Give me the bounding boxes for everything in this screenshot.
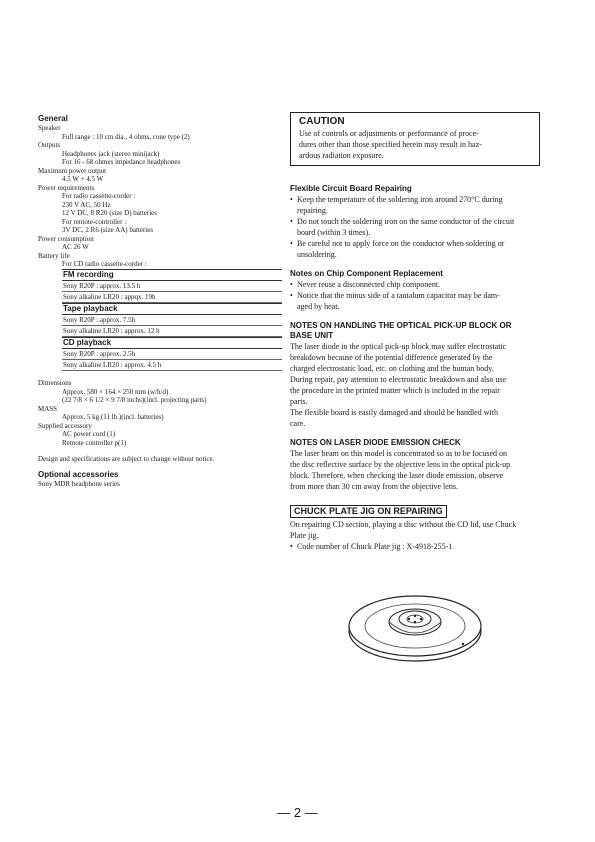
bullet-icon: • [290,542,293,551]
caution-line-1: Use of controls or adjustments or performance of proce- [299,129,479,138]
battery-sub-label: For CD radio cassette-corder : [62,260,147,268]
bullet-icon: • [290,280,293,289]
list-item [290,279,540,290]
speaker-label: Speaker [38,124,61,132]
chip-component-heading: Notes on Chip Component Replacement [290,269,443,278]
specifications-column [38,114,278,488]
optional-accessories-value: Sony MDR headphone series [38,479,120,488]
list-item [290,238,540,260]
power-req-line-1: For radio cassette-corder : [62,192,136,200]
mass-label: MASS [38,404,58,413]
supplied-accessory-label: Supplied accessory [38,421,92,430]
optical-pickup-heading-line-1: NOTES ON HANDLING THE OPTICAL PICK-UP BLOCK OR [290,321,512,330]
pickup-line-6: parts. [290,397,308,406]
jig-line-1: On repairing CD section, playing a disc without the CD lid, use Chuck [290,520,517,529]
dimensions-line-2: (22 7/8 × 6 1/2 × 9 7/8 inchs)(incl. projecting parts) [62,396,207,404]
chuck-plate-jig-text [290,519,540,552]
fm-lr20-row: Sony alkaline LR20 : appqx. 19h [62,292,282,303]
laser-diode-heading: NOTES ON LASER DIODE EMISSION CHECK [290,438,461,447]
mass-value: Approx. 5 kg (11 lb.)(incl. batteries) [62,413,164,421]
jig-code-number: Code number of Chuck Plate jig : X-4918-255-1 [297,542,453,551]
power-consumption-value: AC 26 W [62,243,89,251]
fcb-b1-line-2: repairing. [297,206,328,215]
bullet-icon: • [290,239,293,248]
bullet-icon: • [290,195,293,204]
accessory-2: Remote controller p(1) [62,438,127,447]
optical-pickup-text [290,341,540,429]
jig-line-2: Plate jig. [290,531,319,540]
list-item [290,216,540,238]
caution-text [299,128,533,161]
cd-playback-heading: CD playback [62,337,282,349]
pickup-line-3: charged electrostatic load, etc. on clothing and the human body. [290,364,494,373]
power-requirements-label: Power requirements [38,183,95,192]
dimensions-line-1: Approx. 580 × 164 × 250 mm (w/h/d) [62,387,169,396]
bullet-icon: • [290,217,293,226]
cd-r20p-row: Sony R20P : approx. 2.5h [62,349,282,360]
laser-diode-text [290,448,540,492]
accessory-1: AC power cord (1) [62,430,116,438]
tape-lr20-row: Sony alkaline LR20 : approx. 12 h [62,326,282,337]
optical-pickup-heading [290,321,540,341]
chuck-plate-jig-illustration [345,586,485,666]
chip-component-bullets [290,279,540,312]
list-item [290,194,540,216]
laser-line-3: block. Therefore, when checking the laser diode emission, observe [290,471,504,480]
tape-r20p-row: Sony R20P : approx. 7.5h [62,315,282,326]
pickup-line-8: care. [290,419,306,428]
battery-life-table [62,260,282,371]
power-req-line-3: 12 V DC, 8 R20 (size D) batteries [62,209,158,217]
chip-b2-line-2: aged by heat. [297,302,340,311]
caution-title: CAUTION [299,116,345,127]
dimensions-label: Dimensions [38,379,72,387]
page-number: — 2 — [277,805,318,820]
optional-accessories-heading: Optional accessories [38,469,119,479]
fcb-b1-line-1: Keep the temperature of the soldering iron around 270°C during [297,195,503,204]
general-heading: General [38,114,68,123]
speaker-value: Full range : 10 cm dia., 4 ohms, cone type (2) [62,132,190,141]
cd-lr20-row: Sony alkaline LR20 : approx. 4.5 h [62,360,282,371]
pickup-line-5: the procedure in the printed matter which is included in the repair [290,386,500,395]
pickup-line-1: The laser diode in the optical pick-up block may suffer electrostatic [290,342,507,351]
pickup-line-2: breakdown because of the potential difference generated by the [290,353,493,362]
power-req-line-2: 230 V AC, 50 Hz [62,200,111,209]
fcb-b2-line-2: board (within 3 times). [297,228,371,237]
caution-line-2: dures other than those specified herein may result in haz- [299,140,482,149]
fcb-b2-line-1: Do not touch the soldering iron on the same conductor of the circuit [297,217,515,226]
laser-line-2: the disc reflective surface by the objective lens in the optical pick-up [290,460,511,469]
fcb-b3-line-1: Be careful not to apply force on the conductor when soldering or [297,239,505,248]
power-consumption-label: Power consumption [38,234,94,243]
fm-recording-heading: FM recording [62,269,282,281]
pickup-line-4: During repair, pay attention to electrostatic breakdown and also use [290,375,507,384]
fcb-b3-line-2: unsoldering. [297,250,337,259]
chuck-plate-jig-heading: CHUCK PLATE JIG ON REPAIRING [290,505,447,518]
power-req-line-5: 3V DC, 2 R6 (size AA) batteries [62,226,154,234]
chip-b1-line-1: Never reuse a disconnected chip component. [297,280,441,289]
pickup-line-7: The flexible board is easily damaged and should be handled with [290,408,498,417]
chip-b2-line-1: Notice that the minus side of a tantalum capacitor may be dam- [297,291,500,300]
outputs-value-1: Headphones jack (stereo minijack) [62,149,160,158]
caution-box [290,112,540,166]
design-disclaimer: Design and specifications are subject to change without notice. [38,455,215,463]
max-power-value: 4.5 W + 4.5 W [62,175,104,183]
max-power-label: Maximum power output [38,166,107,175]
flexible-circuit-heading: Flexible Circuit Board Repairing [290,184,412,193]
flexible-circuit-bullets [290,194,540,260]
tape-playback-heading: Tape playback [62,303,282,315]
bullet-icon: • [290,291,293,300]
list-item [290,290,540,312]
laser-line-4: from more than 30 cm away from the objective lens. [290,482,458,491]
battery-life-label: Battery life [38,251,70,260]
service-notes-column [290,112,540,552]
list-item [290,541,540,552]
caution-line-3: ardous radiation exposure. [299,151,384,160]
outputs-value-2: For 16 - 68 ohmes impedance headphones [62,158,181,166]
optical-pickup-heading-line-2: BASE UNIT [290,331,334,340]
power-req-line-4: For remote-controller : [62,217,127,226]
fm-r20p-row: Sony R20P : approx. 13.5 h [62,281,282,292]
outputs-label: Outputs [38,141,61,149]
laser-line-1: The laser beam on this model is concentrated so as to be focused on [290,449,508,458]
